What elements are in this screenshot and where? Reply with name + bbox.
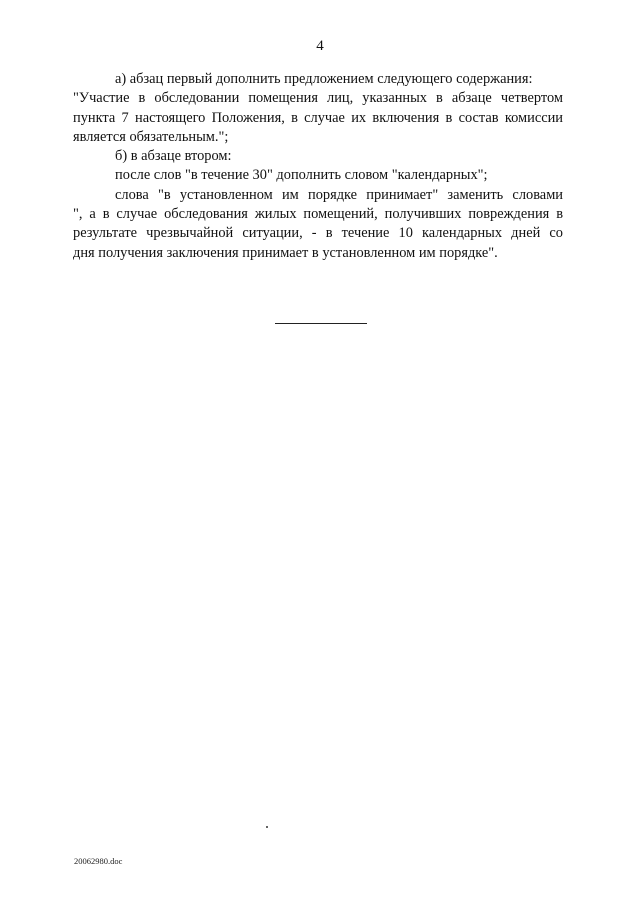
quoted-sentence-line: пункта 7 настоящего Положения, в случае их включения в состав комиссии [73,109,563,126]
replacement-text-line: дня получения заключения принимает в установленном им порядке". [73,244,498,261]
amendment-line: слова "в установленном им порядке принимает" заменить словами [115,186,563,203]
paragraph-a-line: а) абзац первый дополнить предложением следующего содержания: [115,71,533,87]
amendment-line: после слов "в течение 30" дополнить словом "календарных"; [115,167,488,184]
paragraph-b-line: б) в абзаце втором: [115,148,232,165]
replacement-text-line: ", а в случае обследования жилых помещений, получивших повреждения в [73,206,563,223]
scan-dot [266,826,268,828]
page-number: 4 [316,38,324,54]
footer-filename: 20062980.doc [74,856,123,866]
document-body [73,70,563,263]
quoted-sentence-line: "Участие в обследовании помещения лиц, указанных в абзаце четвертом [73,90,563,107]
quoted-sentence-line: является обязательным."; [73,128,229,145]
end-separator-line [275,323,367,324]
replacement-text-line: результате чрезвычайной ситуации, - в течение 10 календарных дней со [73,225,563,242]
